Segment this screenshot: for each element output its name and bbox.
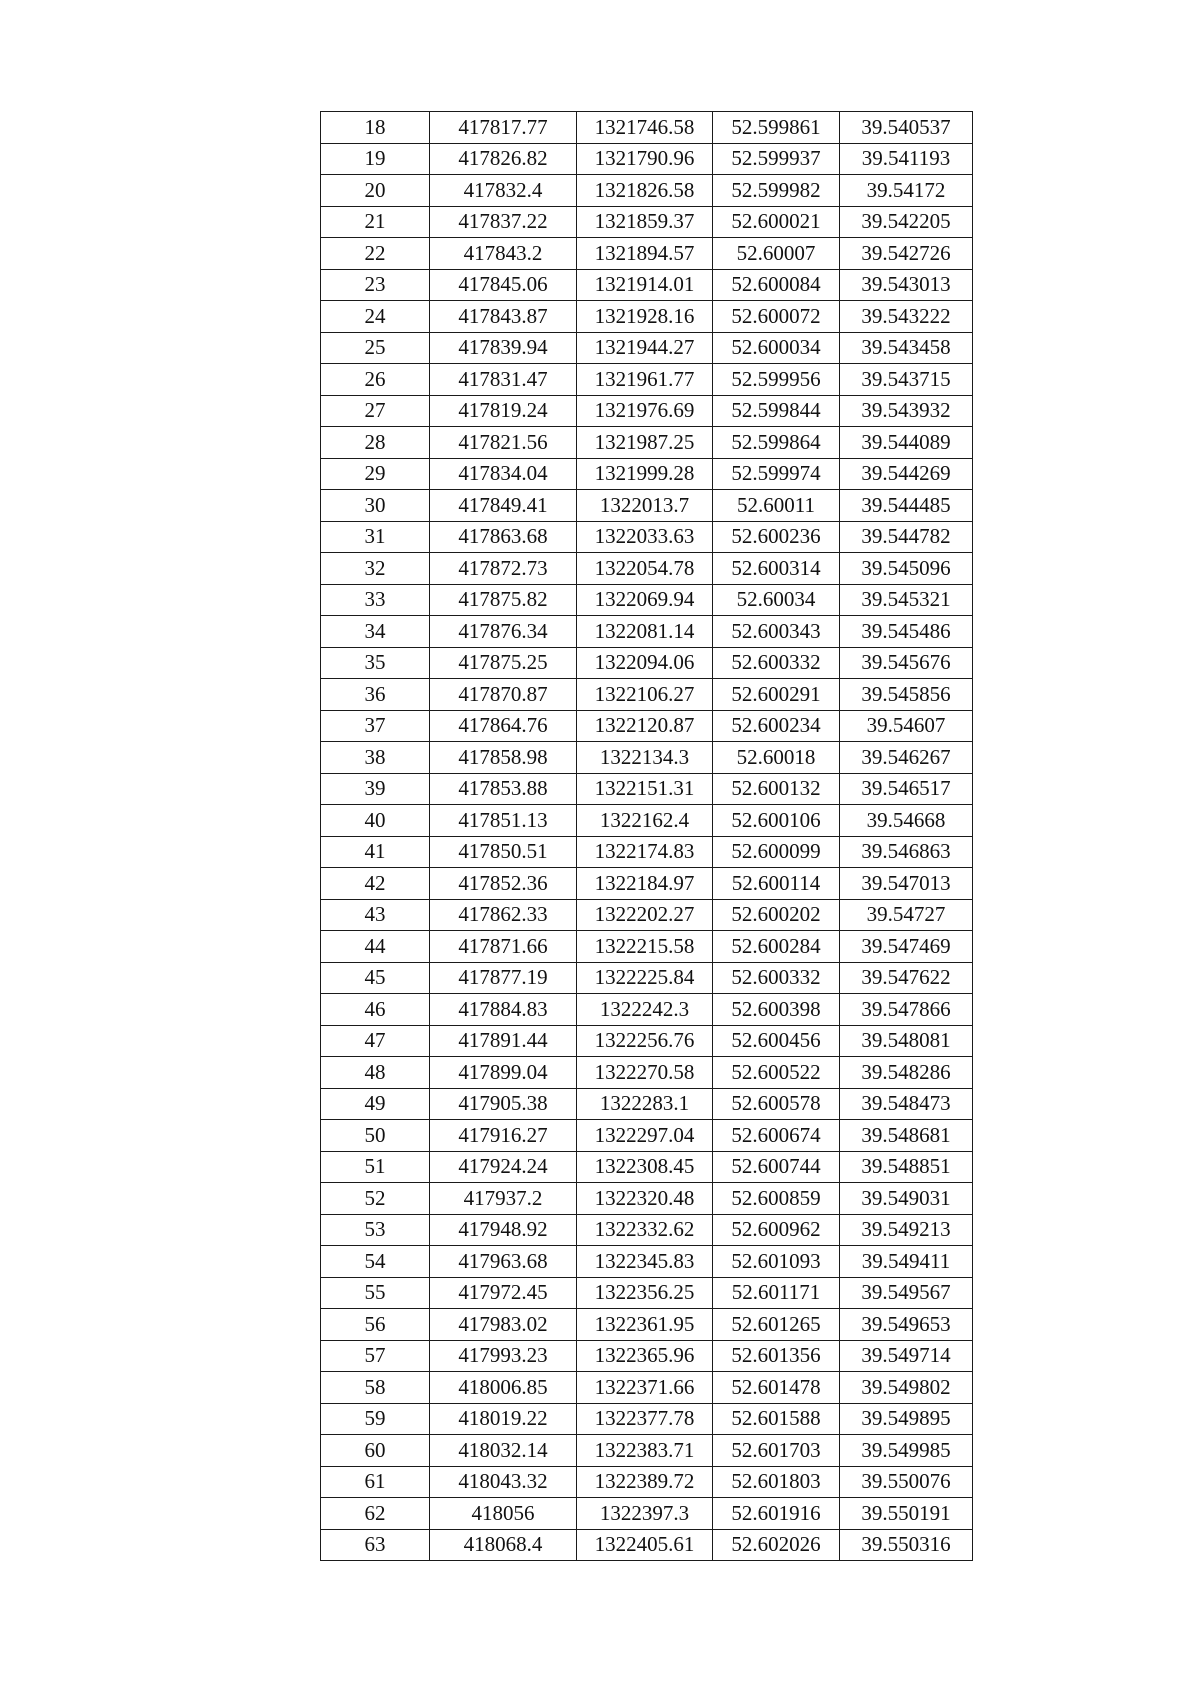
table-row [321, 1183, 973, 1215]
x-coordinate-cell: 417884.83 [430, 994, 577, 1026]
point-number-cell: 53 [321, 1214, 430, 1246]
longitude-cell: 39.547622 [840, 962, 973, 994]
table-row [321, 1498, 973, 1530]
table-row [321, 521, 973, 553]
x-coordinate-cell: 417899.04 [430, 1057, 577, 1089]
point-number-cell: 18 [321, 112, 430, 144]
x-coordinate-cell: 418043.32 [430, 1466, 577, 1498]
latitude-cell: 52.600859 [713, 1183, 840, 1215]
longitude-cell: 39.545486 [840, 616, 973, 648]
longitude-cell: 39.549213 [840, 1214, 973, 1246]
point-number-cell: 20 [321, 175, 430, 207]
latitude-cell: 52.600332 [713, 962, 840, 994]
y-coordinate-cell: 1321746.58 [577, 112, 713, 144]
latitude-cell: 52.600522 [713, 1057, 840, 1089]
latitude-cell: 52.601093 [713, 1246, 840, 1278]
point-number-cell: 40 [321, 805, 430, 837]
y-coordinate-cell: 1322365.96 [577, 1340, 713, 1372]
y-coordinate-cell: 1322151.31 [577, 773, 713, 805]
point-number-cell: 29 [321, 458, 430, 490]
longitude-cell: 39.550076 [840, 1466, 973, 1498]
y-coordinate-cell: 1321928.16 [577, 301, 713, 333]
y-coordinate-cell: 1322361.95 [577, 1309, 713, 1341]
longitude-cell: 39.548286 [840, 1057, 973, 1089]
table-row [321, 962, 973, 994]
table-row [321, 1372, 973, 1404]
longitude-cell: 39.544485 [840, 490, 973, 522]
latitude-cell: 52.601916 [713, 1498, 840, 1530]
y-coordinate-cell: 1322308.45 [577, 1151, 713, 1183]
table-row [321, 143, 973, 175]
longitude-cell: 39.549567 [840, 1277, 973, 1309]
longitude-cell: 39.544782 [840, 521, 973, 553]
x-coordinate-cell: 417983.02 [430, 1309, 577, 1341]
point-number-cell: 25 [321, 332, 430, 364]
latitude-cell: 52.600744 [713, 1151, 840, 1183]
latitude-cell: 52.600674 [713, 1120, 840, 1152]
longitude-cell: 39.549802 [840, 1372, 973, 1404]
longitude-cell: 39.543932 [840, 395, 973, 427]
y-coordinate-cell: 1321790.96 [577, 143, 713, 175]
table-row [321, 332, 973, 364]
x-coordinate-cell: 417831.47 [430, 364, 577, 396]
latitude-cell: 52.602026 [713, 1529, 840, 1561]
point-number-cell: 62 [321, 1498, 430, 1530]
x-coordinate-cell: 417821.56 [430, 427, 577, 459]
latitude-cell: 52.601588 [713, 1403, 840, 1435]
y-coordinate-cell: 1322106.27 [577, 679, 713, 711]
table-row [321, 679, 973, 711]
longitude-cell: 39.54172 [840, 175, 973, 207]
y-coordinate-cell: 1322270.58 [577, 1057, 713, 1089]
x-coordinate-cell: 417849.41 [430, 490, 577, 522]
point-number-cell: 43 [321, 899, 430, 931]
latitude-cell: 52.600456 [713, 1025, 840, 1057]
x-coordinate-cell: 417843.2 [430, 238, 577, 270]
longitude-cell: 39.547866 [840, 994, 973, 1026]
latitude-cell: 52.600072 [713, 301, 840, 333]
table-row [321, 710, 973, 742]
y-coordinate-cell: 1322054.78 [577, 553, 713, 585]
point-number-cell: 51 [321, 1151, 430, 1183]
longitude-cell: 39.546267 [840, 742, 973, 774]
longitude-cell: 39.54727 [840, 899, 973, 931]
latitude-cell: 52.600962 [713, 1214, 840, 1246]
y-coordinate-cell: 1322134.3 [577, 742, 713, 774]
table-row [321, 1435, 973, 1467]
point-number-cell: 55 [321, 1277, 430, 1309]
x-coordinate-cell: 417963.68 [430, 1246, 577, 1278]
longitude-cell: 39.542726 [840, 238, 973, 270]
longitude-cell: 39.54607 [840, 710, 973, 742]
latitude-cell: 52.600132 [713, 773, 840, 805]
y-coordinate-cell: 1322242.3 [577, 994, 713, 1026]
y-coordinate-cell: 1322033.63 [577, 521, 713, 553]
point-number-cell: 41 [321, 836, 430, 868]
table-row [321, 1277, 973, 1309]
longitude-cell: 39.548081 [840, 1025, 973, 1057]
x-coordinate-cell: 417826.82 [430, 143, 577, 175]
point-number-cell: 33 [321, 584, 430, 616]
longitude-cell: 39.549411 [840, 1246, 973, 1278]
table-row [321, 1057, 973, 1089]
y-coordinate-cell: 1321987.25 [577, 427, 713, 459]
longitude-cell: 39.549031 [840, 1183, 973, 1215]
y-coordinate-cell: 1321826.58 [577, 175, 713, 207]
point-number-cell: 30 [321, 490, 430, 522]
point-number-cell: 56 [321, 1309, 430, 1341]
y-coordinate-cell: 1322405.61 [577, 1529, 713, 1561]
y-coordinate-cell: 1322184.97 [577, 868, 713, 900]
latitude-cell: 52.599974 [713, 458, 840, 490]
point-number-cell: 61 [321, 1466, 430, 1498]
longitude-cell: 39.543458 [840, 332, 973, 364]
point-number-cell: 39 [321, 773, 430, 805]
longitude-cell: 39.549653 [840, 1309, 973, 1341]
longitude-cell: 39.545856 [840, 679, 973, 711]
y-coordinate-cell: 1322094.06 [577, 647, 713, 679]
y-coordinate-cell: 1322283.1 [577, 1088, 713, 1120]
longitude-cell: 39.542205 [840, 206, 973, 238]
latitude-cell: 52.599982 [713, 175, 840, 207]
y-coordinate-cell: 1322356.25 [577, 1277, 713, 1309]
x-coordinate-cell: 417852.36 [430, 868, 577, 900]
y-coordinate-cell: 1322256.76 [577, 1025, 713, 1057]
y-coordinate-cell: 1322297.04 [577, 1120, 713, 1152]
longitude-cell: 39.547469 [840, 931, 973, 963]
y-coordinate-cell: 1322013.7 [577, 490, 713, 522]
latitude-cell: 52.601356 [713, 1340, 840, 1372]
longitude-cell: 39.546517 [840, 773, 973, 805]
latitude-cell: 52.600343 [713, 616, 840, 648]
point-number-cell: 44 [321, 931, 430, 963]
longitude-cell: 39.548473 [840, 1088, 973, 1120]
coordinates-table [320, 111, 973, 1561]
x-coordinate-cell: 417834.04 [430, 458, 577, 490]
table-row [321, 994, 973, 1026]
latitude-cell: 52.599937 [713, 143, 840, 175]
x-coordinate-cell: 417924.24 [430, 1151, 577, 1183]
x-coordinate-cell: 417972.45 [430, 1277, 577, 1309]
longitude-cell: 39.548851 [840, 1151, 973, 1183]
y-coordinate-cell: 1321894.57 [577, 238, 713, 270]
x-coordinate-cell: 418032.14 [430, 1435, 577, 1467]
longitude-cell: 39.540537 [840, 112, 973, 144]
latitude-cell: 52.600314 [713, 553, 840, 585]
y-coordinate-cell: 1321914.01 [577, 269, 713, 301]
point-number-cell: 57 [321, 1340, 430, 1372]
y-coordinate-cell: 1322345.83 [577, 1246, 713, 1278]
latitude-cell: 52.599864 [713, 427, 840, 459]
table-row [321, 584, 973, 616]
x-coordinate-cell: 417845.06 [430, 269, 577, 301]
latitude-cell: 52.600332 [713, 647, 840, 679]
y-coordinate-cell: 1322332.62 [577, 1214, 713, 1246]
point-number-cell: 47 [321, 1025, 430, 1057]
point-number-cell: 23 [321, 269, 430, 301]
point-number-cell: 26 [321, 364, 430, 396]
latitude-cell: 52.600114 [713, 868, 840, 900]
longitude-cell: 39.549714 [840, 1340, 973, 1372]
table-row [321, 553, 973, 585]
x-coordinate-cell: 417851.13 [430, 805, 577, 837]
table-row [321, 931, 973, 963]
x-coordinate-cell: 417876.34 [430, 616, 577, 648]
point-number-cell: 42 [321, 868, 430, 900]
table-row [321, 742, 973, 774]
latitude-cell: 52.599844 [713, 395, 840, 427]
table-row [321, 1088, 973, 1120]
latitude-cell: 52.601803 [713, 1466, 840, 1498]
point-number-cell: 52 [321, 1183, 430, 1215]
latitude-cell: 52.600034 [713, 332, 840, 364]
x-coordinate-cell: 417877.19 [430, 962, 577, 994]
table-row [321, 269, 973, 301]
longitude-cell: 39.544269 [840, 458, 973, 490]
longitude-cell: 39.549895 [840, 1403, 973, 1435]
x-coordinate-cell: 417870.87 [430, 679, 577, 711]
latitude-cell: 52.600284 [713, 931, 840, 963]
x-coordinate-cell: 417863.68 [430, 521, 577, 553]
latitude-cell: 52.601478 [713, 1372, 840, 1404]
longitude-cell: 39.549985 [840, 1435, 973, 1467]
table-row [321, 773, 973, 805]
latitude-cell: 52.600578 [713, 1088, 840, 1120]
y-coordinate-cell: 1322320.48 [577, 1183, 713, 1215]
point-number-cell: 63 [321, 1529, 430, 1561]
latitude-cell: 52.60011 [713, 490, 840, 522]
y-coordinate-cell: 1322215.58 [577, 931, 713, 963]
table-row [321, 490, 973, 522]
table-row [321, 616, 973, 648]
x-coordinate-cell: 417862.33 [430, 899, 577, 931]
point-number-cell: 54 [321, 1246, 430, 1278]
y-coordinate-cell: 1322069.94 [577, 584, 713, 616]
y-coordinate-cell: 1321859.37 [577, 206, 713, 238]
longitude-cell: 39.546863 [840, 836, 973, 868]
table-row [321, 427, 973, 459]
point-number-cell: 22 [321, 238, 430, 270]
latitude-cell: 52.60018 [713, 742, 840, 774]
y-coordinate-cell: 1322162.4 [577, 805, 713, 837]
table-row [321, 868, 973, 900]
point-number-cell: 32 [321, 553, 430, 585]
x-coordinate-cell: 417864.76 [430, 710, 577, 742]
point-number-cell: 50 [321, 1120, 430, 1152]
y-coordinate-cell: 1322081.14 [577, 616, 713, 648]
point-number-cell: 31 [321, 521, 430, 553]
table-row [321, 1120, 973, 1152]
latitude-cell: 52.601171 [713, 1277, 840, 1309]
longitude-cell: 39.543222 [840, 301, 973, 333]
longitude-cell: 39.545676 [840, 647, 973, 679]
x-coordinate-cell: 417872.73 [430, 553, 577, 585]
x-coordinate-cell: 417843.87 [430, 301, 577, 333]
table-row [321, 112, 973, 144]
x-coordinate-cell: 417891.44 [430, 1025, 577, 1057]
longitude-cell: 39.54668 [840, 805, 973, 837]
table-row [321, 395, 973, 427]
latitude-cell: 52.600234 [713, 710, 840, 742]
x-coordinate-cell: 418006.85 [430, 1372, 577, 1404]
x-coordinate-cell: 417853.88 [430, 773, 577, 805]
x-coordinate-cell: 417875.82 [430, 584, 577, 616]
latitude-cell: 52.600236 [713, 521, 840, 553]
y-coordinate-cell: 1322383.71 [577, 1435, 713, 1467]
latitude-cell: 52.600291 [713, 679, 840, 711]
point-number-cell: 49 [321, 1088, 430, 1120]
y-coordinate-cell: 1321944.27 [577, 332, 713, 364]
x-coordinate-cell: 417916.27 [430, 1120, 577, 1152]
table-row [321, 1025, 973, 1057]
table-row [321, 1403, 973, 1435]
longitude-cell: 39.550316 [840, 1529, 973, 1561]
y-coordinate-cell: 1322174.83 [577, 836, 713, 868]
table-row [321, 458, 973, 490]
table-row [321, 899, 973, 931]
latitude-cell: 52.60034 [713, 584, 840, 616]
table-row [321, 238, 973, 270]
y-coordinate-cell: 1322397.3 [577, 1498, 713, 1530]
y-coordinate-cell: 1322377.78 [577, 1403, 713, 1435]
table-row [321, 301, 973, 333]
x-coordinate-cell: 418056 [430, 1498, 577, 1530]
table-row [321, 1340, 973, 1372]
longitude-cell: 39.545096 [840, 553, 973, 585]
latitude-cell: 52.60007 [713, 238, 840, 270]
table-row [321, 647, 973, 679]
x-coordinate-cell: 418068.4 [430, 1529, 577, 1561]
latitude-cell: 52.600084 [713, 269, 840, 301]
table-row [321, 1529, 973, 1561]
point-number-cell: 34 [321, 616, 430, 648]
point-number-cell: 24 [321, 301, 430, 333]
x-coordinate-cell: 417819.24 [430, 395, 577, 427]
y-coordinate-cell: 1322371.66 [577, 1372, 713, 1404]
x-coordinate-cell: 417937.2 [430, 1183, 577, 1215]
longitude-cell: 39.543013 [840, 269, 973, 301]
latitude-cell: 52.600202 [713, 899, 840, 931]
point-number-cell: 46 [321, 994, 430, 1026]
latitude-cell: 52.599956 [713, 364, 840, 396]
latitude-cell: 52.600021 [713, 206, 840, 238]
table-row [321, 206, 973, 238]
table-row [321, 1151, 973, 1183]
longitude-cell: 39.543715 [840, 364, 973, 396]
x-coordinate-cell: 417839.94 [430, 332, 577, 364]
point-number-cell: 35 [321, 647, 430, 679]
longitude-cell: 39.544089 [840, 427, 973, 459]
y-coordinate-cell: 1322120.87 [577, 710, 713, 742]
x-coordinate-cell: 417850.51 [430, 836, 577, 868]
y-coordinate-cell: 1322225.84 [577, 962, 713, 994]
longitude-cell: 39.541193 [840, 143, 973, 175]
point-number-cell: 19 [321, 143, 430, 175]
point-number-cell: 27 [321, 395, 430, 427]
y-coordinate-cell: 1321961.77 [577, 364, 713, 396]
x-coordinate-cell: 417858.98 [430, 742, 577, 774]
table-row [321, 805, 973, 837]
latitude-cell: 52.600099 [713, 836, 840, 868]
point-number-cell: 60 [321, 1435, 430, 1467]
latitude-cell: 52.599861 [713, 112, 840, 144]
point-number-cell: 28 [321, 427, 430, 459]
point-number-cell: 36 [321, 679, 430, 711]
point-number-cell: 21 [321, 206, 430, 238]
table-row [321, 1246, 973, 1278]
x-coordinate-cell: 418019.22 [430, 1403, 577, 1435]
x-coordinate-cell: 417905.38 [430, 1088, 577, 1120]
x-coordinate-cell: 417948.92 [430, 1214, 577, 1246]
y-coordinate-cell: 1321999.28 [577, 458, 713, 490]
latitude-cell: 52.601265 [713, 1309, 840, 1341]
latitude-cell: 52.601703 [713, 1435, 840, 1467]
table-row [321, 836, 973, 868]
point-number-cell: 48 [321, 1057, 430, 1089]
y-coordinate-cell: 1322202.27 [577, 899, 713, 931]
longitude-cell: 39.550191 [840, 1498, 973, 1530]
coordinates-table-body [321, 112, 973, 1561]
point-number-cell: 38 [321, 742, 430, 774]
point-number-cell: 58 [321, 1372, 430, 1404]
latitude-cell: 52.600106 [713, 805, 840, 837]
x-coordinate-cell: 417832.4 [430, 175, 577, 207]
table-row [321, 1466, 973, 1498]
table-row [321, 364, 973, 396]
x-coordinate-cell: 417837.22 [430, 206, 577, 238]
point-number-cell: 45 [321, 962, 430, 994]
point-number-cell: 37 [321, 710, 430, 742]
table-row [321, 1214, 973, 1246]
x-coordinate-cell: 417817.77 [430, 112, 577, 144]
y-coordinate-cell: 1322389.72 [577, 1466, 713, 1498]
y-coordinate-cell: 1321976.69 [577, 395, 713, 427]
longitude-cell: 39.548681 [840, 1120, 973, 1152]
x-coordinate-cell: 417993.23 [430, 1340, 577, 1372]
x-coordinate-cell: 417875.25 [430, 647, 577, 679]
longitude-cell: 39.545321 [840, 584, 973, 616]
table-row [321, 175, 973, 207]
longitude-cell: 39.547013 [840, 868, 973, 900]
latitude-cell: 52.600398 [713, 994, 840, 1026]
point-number-cell: 59 [321, 1403, 430, 1435]
table-row [321, 1309, 973, 1341]
x-coordinate-cell: 417871.66 [430, 931, 577, 963]
